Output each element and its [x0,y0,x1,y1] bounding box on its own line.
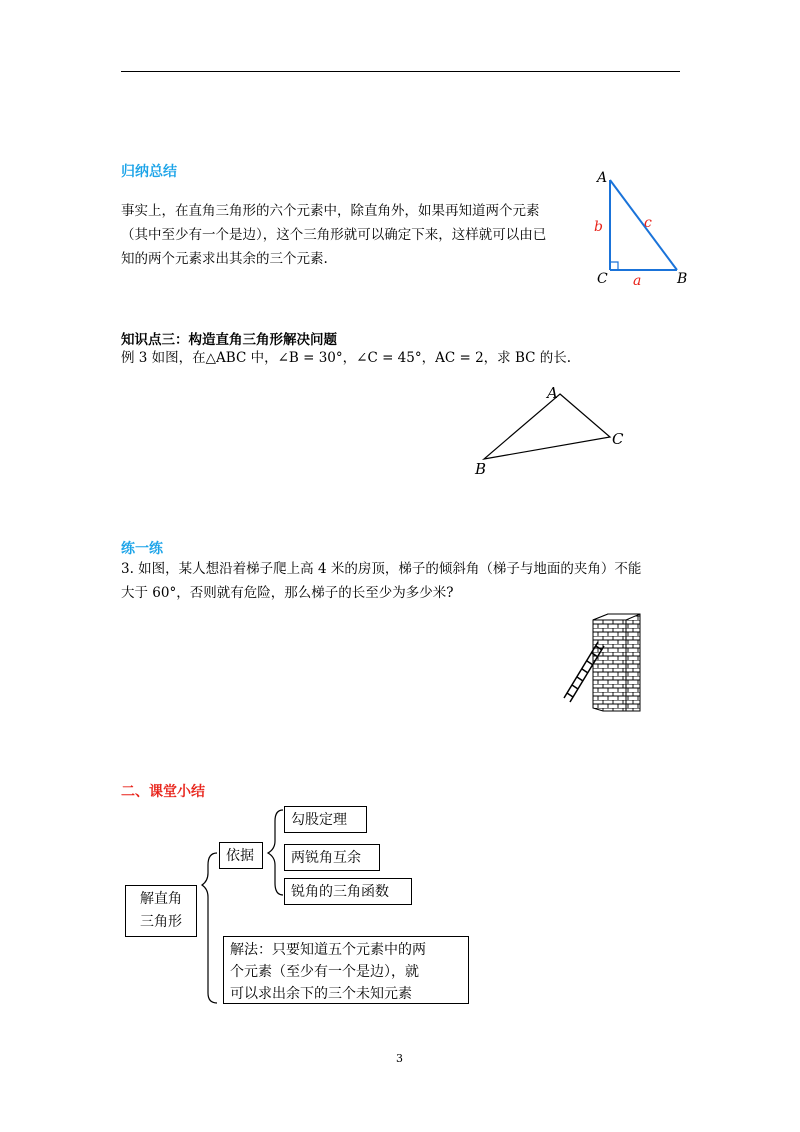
vertex-A-label: A [597,170,608,186]
method-line-3: 可以求出余下的三个未知元素 [230,986,412,1002]
vertex-C-label: C [612,430,624,448]
summary-heading: 归纳总结 [121,164,177,180]
basis-item-pythagorean: 勾股定理 [284,806,367,833]
header-rule [121,71,680,72]
summary-line-2: （其中至少有一个是边），这个三角形就可以确定下来，这样就可以由已 [121,227,547,243]
side-c-label: c [644,215,652,231]
summary-paragraph [121,199,591,271]
example-3-text: 例 3 如图，在△ABC 中，∠B = 30°，∠C = 45°，AC = 2，求 BC 的长. [121,350,572,366]
page-number: 3 [396,1052,403,1065]
summary-line-3: 知的两个元素求出其余的三个元素. [121,251,328,267]
basis-item-trig-functions: 锐角的三角函数 [284,878,412,905]
ladder-wall-illustration [560,612,645,717]
triangle-abc-figure [470,380,635,480]
method-box [223,936,469,1004]
right-triangle-figure [585,165,695,290]
side-b-label: b [594,219,603,235]
root-box-solve-right-triangle [125,885,197,937]
practice-heading: 练一练 [121,541,163,557]
triangle-abc-shape [484,394,610,459]
method-line-1: 解法：只要知道五个元素中的两 [230,942,426,958]
practice-line-2: 大于 60°，否则就有危险，那么梯子的长至少为多少米? [121,585,454,601]
vertex-B-label: B [677,271,688,287]
practice-line-1: 3. 如图，某人想沿着梯子爬上高 4 米的房顶，梯子的倾斜角（梯子与地面的夹角）不能 [121,561,642,577]
class-summary-heading: 二、课堂小结 [121,784,205,800]
right-angle-mark [610,262,618,270]
root-line-2: 三角形 [140,914,182,930]
knowledge-point-heading: 知识点三：构造直角三角形解决问题 [121,332,337,348]
vertex-B-label: B [475,460,487,478]
side-a-label: a [633,273,642,289]
method-line-2: 个元素（至少有一个是边），就 [230,964,419,980]
summary-line-1: 事实上，在直角三角形的六个元素中，除直角外，如果再知道两个元素 [121,203,540,219]
vertex-A-label: A [547,384,558,402]
root-line-1: 解直角 [140,891,182,907]
basis-item-complementary-angles: 两锐角互余 [284,844,380,871]
practice-problem [121,557,691,605]
basis-box: 依据 [219,842,263,869]
vertex-C-label: C [597,271,608,287]
